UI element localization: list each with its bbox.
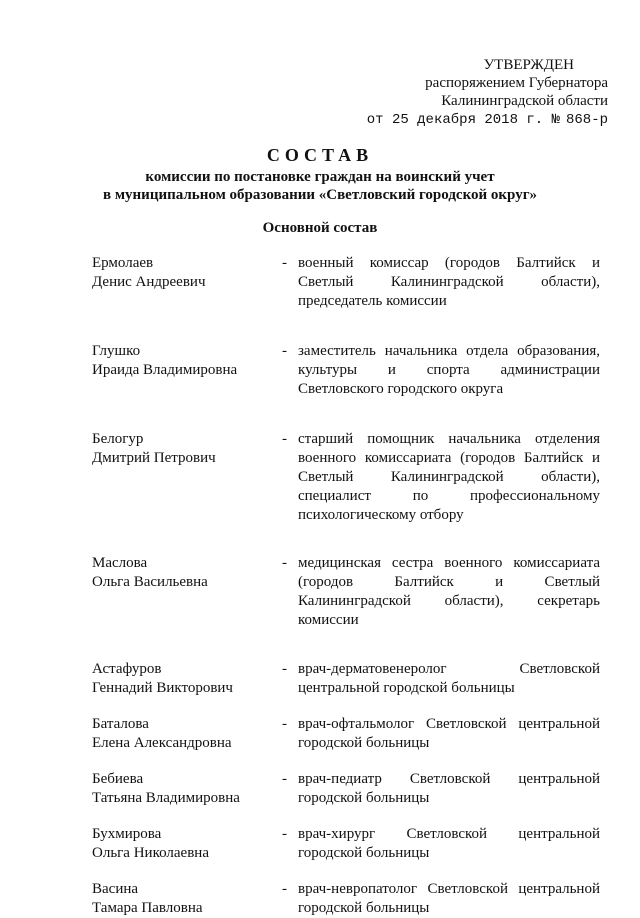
member-surname: Астафуров bbox=[92, 661, 162, 677]
member-given-names: Ираида Владимировна bbox=[92, 362, 238, 378]
member-row bbox=[92, 430, 600, 525]
member-row bbox=[92, 254, 600, 311]
approval-number: 868-р bbox=[565, 112, 608, 128]
member-role: медицинская сестра военного комиссариата (городов Балтийск и Светлый Калининградской области), секретарь комиссии bbox=[298, 555, 600, 628]
member-name bbox=[92, 770, 282, 808]
member-name bbox=[92, 880, 282, 918]
member-name bbox=[92, 254, 282, 311]
member-surname: Бебиева bbox=[92, 771, 144, 787]
member-surname: Глушко bbox=[92, 343, 141, 359]
member-name bbox=[92, 715, 282, 753]
approval-date: от 25 декабря 2018 г. № bbox=[366, 112, 560, 128]
approved-label: УТВЕРЖДЕН bbox=[483, 57, 574, 73]
member-surname: Баталова bbox=[92, 716, 149, 732]
member-dash: - bbox=[282, 555, 287, 571]
member-row bbox=[92, 660, 600, 698]
member-row bbox=[92, 554, 600, 630]
member-given-names: Тамара Павловна bbox=[92, 900, 203, 916]
member-row bbox=[92, 770, 600, 808]
member-given-names: Ольга Васильевна bbox=[92, 574, 208, 590]
member-name bbox=[92, 430, 282, 525]
member-given-names: Геннадий Викторович bbox=[92, 680, 233, 696]
member-surname: Бухмирова bbox=[92, 826, 162, 842]
member-surname: Маслова bbox=[92, 555, 148, 571]
members-list bbox=[92, 254, 600, 916]
member-name bbox=[92, 554, 282, 630]
approval-region: Калининградской области bbox=[441, 93, 608, 109]
member-dash: - bbox=[282, 716, 287, 732]
member-role: врач-педиатр Светловской центральной городской больницы bbox=[298, 771, 600, 806]
member-role: врач-дерматовенеролог Светловской центральной городской больницы bbox=[298, 661, 600, 696]
member-dash: - bbox=[282, 431, 287, 447]
member-row bbox=[92, 825, 600, 863]
approval-stamp bbox=[348, 56, 608, 129]
member-dash: - bbox=[282, 881, 287, 897]
member-given-names: Дмитрий Петрович bbox=[92, 450, 216, 466]
member-given-names: Денис Андреевич bbox=[92, 274, 206, 290]
section-heading: Основной состав bbox=[262, 220, 378, 236]
document-title bbox=[0, 144, 640, 204]
member-dash: - bbox=[282, 771, 287, 787]
member-surname: Ермолаев bbox=[92, 255, 154, 271]
member-dash: - bbox=[282, 343, 287, 359]
member-role: врач-офтальмолог Светловской центральной городской больницы bbox=[298, 716, 600, 751]
title-line-1: комиссии по постановке граждан на воинский учет bbox=[145, 169, 495, 185]
member-dash: - bbox=[282, 661, 287, 677]
member-role: врач-невропатолог Светловской центральной городской больницы bbox=[298, 881, 600, 916]
member-given-names: Елена Александровна bbox=[92, 735, 232, 751]
member-dash: - bbox=[282, 826, 287, 842]
member-role: старший помощник начальника отделения военного комиссариата (городов Балтийск и Светлый Калининградской области), специалист по профессиональному психологическому отбору bbox=[298, 431, 600, 523]
member-row bbox=[92, 880, 600, 918]
title-line-2: в муниципальном образовании «Светловский городской округ» bbox=[102, 187, 538, 203]
approval-authority: распоряжением Губернатора bbox=[425, 75, 608, 91]
member-surname: Белогур bbox=[92, 431, 144, 447]
member-role: заместитель начальника отдела образования, культуры и спорта администрации Светловского городского округа bbox=[298, 343, 600, 397]
title-heading: СОСТАВ bbox=[266, 145, 374, 165]
member-dash: - bbox=[282, 255, 287, 271]
member-row bbox=[92, 342, 600, 399]
member-given-names: Ольга Николаевна bbox=[92, 845, 209, 861]
member-role: врач-хирург Светловской центральной городской больницы bbox=[298, 826, 600, 861]
member-given-names: Татьяна Владимировна bbox=[92, 790, 240, 806]
member-name bbox=[92, 342, 282, 399]
member-row bbox=[92, 715, 600, 753]
member-name bbox=[92, 825, 282, 863]
member-surname: Васина bbox=[92, 881, 139, 897]
approval-date-line bbox=[348, 111, 608, 129]
member-name bbox=[92, 660, 282, 698]
member-role: военный комиссар (городов Балтийск и Светлый Калининградской области), председатель комиссии bbox=[298, 255, 600, 309]
